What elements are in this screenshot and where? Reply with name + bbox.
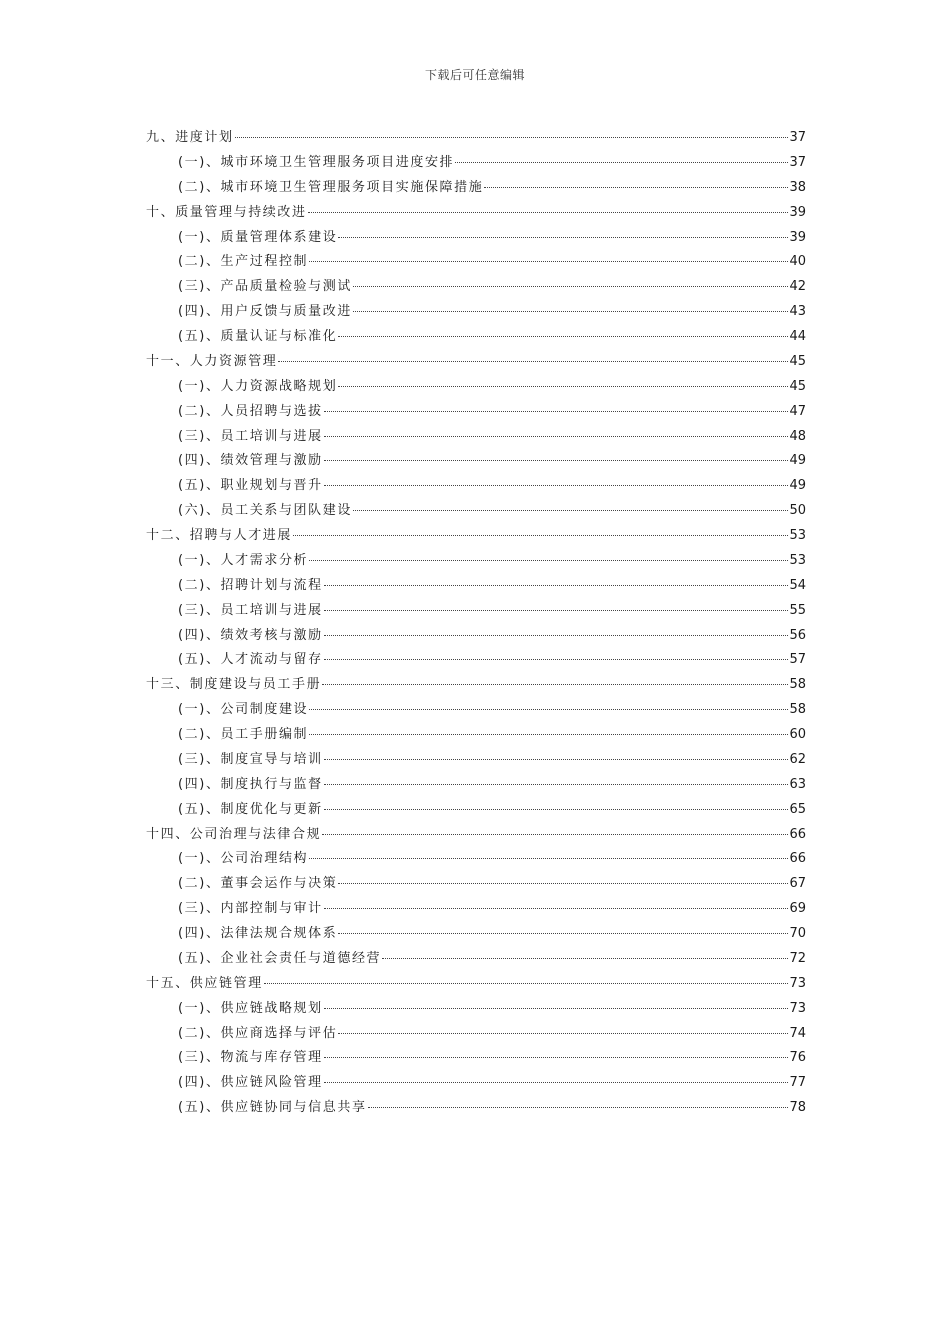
toc-entry-title: (一)、公司治理结构: [178, 851, 309, 867]
toc-section-entry[interactable]: [146, 847, 806, 872]
toc-page-number: 37: [789, 130, 806, 145]
toc-page-number: 50: [789, 503, 806, 519]
toc-dot-leader: [324, 610, 789, 611]
toc-entry-title: 十三、制度建设与员工手册: [146, 677, 322, 693]
toc-entry-title: (三)、员工培训与进展: [178, 428, 323, 444]
toc-page-number: 78: [789, 1100, 806, 1116]
toc-dot-leader: [324, 635, 789, 636]
toc-entry-title: (五)、制度优化与更新: [178, 801, 323, 817]
toc-page-number: 43: [789, 304, 806, 320]
toc-page-number: 73: [789, 1000, 806, 1016]
toc-entry-title: 十五、供应链管理: [146, 975, 263, 991]
toc-page-number: 45: [789, 378, 806, 394]
toc-section-entry[interactable]: [146, 176, 806, 201]
toc-page-number: 66: [789, 826, 806, 842]
toc-dot-leader: [308, 212, 789, 213]
toc-section-entry[interactable]: [146, 798, 806, 823]
toc-page-number: 66: [789, 851, 806, 867]
toc-section-entry[interactable]: [146, 300, 806, 325]
toc-entry-title: (三)、物流与库存管理: [178, 1050, 323, 1066]
toc-chapter-entry[interactable]: [146, 972, 806, 997]
toc-section-entry[interactable]: [146, 574, 806, 599]
toc-dot-leader: [235, 137, 789, 138]
toc-dot-leader: [322, 684, 788, 685]
toc-page-number: 70: [789, 926, 806, 941]
toc-entry-title: (一)、公司制度建设: [178, 702, 309, 718]
toc-page-number: 69: [789, 901, 806, 917]
toc-dot-leader: [324, 485, 789, 486]
toc-dot-leader: [324, 908, 789, 909]
toc-dot-leader: [264, 983, 789, 984]
toc-dot-leader: [338, 883, 788, 884]
toc-section-entry[interactable]: [146, 624, 806, 649]
toc-section-entry[interactable]: [146, 922, 806, 947]
toc-page-number: 58: [789, 702, 806, 718]
toc-entry-title: (五)、供应链协同与信息共享: [178, 1100, 367, 1116]
toc-dot-leader: [338, 336, 788, 337]
toc-section-entry[interactable]: [146, 375, 806, 400]
toc-dot-leader: [324, 659, 789, 660]
toc-page-number: 54: [789, 577, 806, 593]
toc-entry-title: (一)、城市环境卫生管理服务项目进度安排: [178, 154, 455, 170]
toc-entry-title: (二)、招聘计划与流程: [178, 577, 323, 593]
toc-page-number: 56: [789, 627, 806, 643]
toc-chapter-entry[interactable]: [146, 201, 806, 226]
toc-page-number: 39: [789, 204, 806, 220]
toc-page-number: 37: [789, 154, 806, 170]
toc-entry-title: (五)、企业社会责任与道德经营: [178, 950, 382, 966]
toc-page-number: 74: [789, 1025, 806, 1041]
toc-section-entry[interactable]: [146, 698, 806, 723]
toc-page-number: 60: [789, 727, 806, 742]
toc-section-entry[interactable]: [146, 997, 806, 1022]
toc-section-entry[interactable]: [146, 897, 806, 922]
toc-page-number: 40: [789, 254, 806, 270]
toc-entry-title: (五)、人才流动与留存: [178, 652, 323, 668]
toc-entry-title: (二)、人员招聘与选拔: [178, 403, 323, 419]
toc-entry-title: 十四、公司治理与法律合规: [146, 826, 322, 842]
toc-section-entry[interactable]: [146, 947, 806, 972]
toc-dot-leader: [353, 286, 789, 287]
toc-dot-leader: [324, 1057, 789, 1058]
toc-section-entry[interactable]: [146, 499, 806, 524]
toc-page-number: 38: [789, 179, 806, 195]
toc-page-number: 77: [789, 1075, 806, 1091]
toc-dot-leader: [324, 1008, 789, 1009]
toc-entry-title: (四)、用户反馈与质量改进: [178, 304, 352, 320]
toc-section-entry[interactable]: [146, 449, 806, 474]
toc-dot-leader: [324, 460, 789, 461]
toc-entry-title: (三)、产品质量检验与测试: [178, 279, 352, 295]
toc-page-number: 53: [789, 528, 806, 543]
toc-entry-title: (二)、城市环境卫生管理服务项目实施保障措施: [178, 179, 484, 195]
toc-page-number: 53: [789, 552, 806, 568]
toc-section-entry[interactable]: [146, 275, 806, 300]
toc-section-entry[interactable]: [146, 748, 806, 773]
toc-chapter-entry[interactable]: [146, 673, 806, 698]
toc-entry-title: 十一、人力资源管理: [146, 353, 278, 369]
toc-entry-title: (二)、员工手册编制: [178, 727, 309, 742]
toc-section-entry[interactable]: [146, 723, 806, 748]
toc-dot-leader: [322, 834, 788, 835]
toc-entry-title: (三)、制度宣导与培训: [178, 751, 323, 767]
toc-section-entry[interactable]: [146, 1071, 806, 1096]
toc-dot-leader: [368, 1107, 789, 1108]
toc-entry-title: (一)、人才需求分析: [178, 552, 309, 568]
toc-dot-leader: [324, 436, 789, 437]
toc-page-number: 48: [789, 428, 806, 444]
toc-page-number: 49: [789, 453, 806, 469]
toc-page-number: 65: [789, 801, 806, 817]
toc-entry-title: 九、进度计划: [146, 130, 234, 145]
toc-entry-title: (五)、质量认证与标准化: [178, 329, 338, 344]
table-of-contents: [146, 126, 806, 1121]
toc-section-entry[interactable]: [146, 1096, 806, 1121]
toc-entry-title: (四)、法律法规合规体系: [178, 926, 338, 941]
toc-entry-title: (二)、董事会运作与决策: [178, 876, 338, 892]
toc-entry-title: (一)、人力资源战略规划: [178, 378, 338, 394]
toc-section-entry[interactable]: [146, 549, 806, 574]
toc-dot-leader: [324, 809, 789, 810]
toc-section-entry[interactable]: [146, 872, 806, 897]
toc-page-number: 76: [789, 1050, 806, 1066]
toc-entry-title: (四)、制度执行与监督: [178, 776, 323, 792]
toc-page-number: 44: [789, 329, 806, 344]
toc-page-number: 72: [789, 950, 806, 966]
toc-chapter-entry[interactable]: [146, 350, 806, 375]
toc-dot-leader: [338, 386, 788, 387]
toc-page-number: 73: [789, 975, 806, 991]
toc-section-entry[interactable]: [146, 400, 806, 425]
toc-page-number: 45: [789, 353, 806, 369]
toc-section-entry[interactable]: [146, 1046, 806, 1071]
toc-section-entry[interactable]: [146, 599, 806, 624]
toc-page-number: 58: [789, 677, 806, 693]
toc-section-entry[interactable]: [146, 151, 806, 176]
toc-entry-title: (二)、供应商选择与评估: [178, 1025, 338, 1041]
toc-dot-leader: [338, 933, 788, 934]
toc-page-number: 42: [789, 279, 806, 295]
toc-entry-title: (四)、绩效管理与激励: [178, 453, 323, 469]
toc-entry-title: (三)、员工培训与进展: [178, 602, 323, 618]
toc-page-number: 55: [789, 602, 806, 618]
toc-dot-leader: [309, 858, 788, 859]
toc-entry-title: (二)、生产过程控制: [178, 254, 309, 270]
toc-entry-title: (六)、员工关系与团队建设: [178, 503, 352, 519]
toc-dot-leader: [309, 261, 788, 262]
toc-dot-leader: [338, 1033, 788, 1034]
toc-page-number: 49: [789, 478, 806, 494]
toc-section-entry[interactable]: [146, 648, 806, 673]
toc-page-number: 62: [789, 751, 806, 767]
toc-chapter-entry[interactable]: [146, 126, 806, 151]
toc-dot-leader: [293, 535, 788, 536]
toc-section-entry[interactable]: [146, 325, 806, 350]
toc-section-entry[interactable]: [146, 474, 806, 499]
toc-entry-title: (五)、职业规划与晋升: [178, 478, 323, 494]
toc-dot-leader: [324, 784, 789, 785]
toc-page-number: 63: [789, 776, 806, 792]
toc-section-entry[interactable]: [146, 773, 806, 798]
toc-dot-leader: [324, 585, 789, 586]
toc-dot-leader: [455, 162, 788, 163]
toc-dot-leader: [309, 709, 788, 710]
toc-section-entry[interactable]: [146, 250, 806, 275]
toc-dot-leader: [484, 187, 788, 188]
toc-chapter-entry[interactable]: [146, 524, 806, 549]
toc-dot-leader: [324, 1082, 789, 1083]
toc-dot-leader: [309, 734, 788, 735]
toc-dot-leader: [382, 958, 788, 959]
toc-dot-leader: [338, 237, 788, 238]
toc-page-number: 57: [789, 652, 806, 668]
toc-entry-title: (一)、供应链战略规划: [178, 1000, 323, 1016]
toc-section-entry[interactable]: [146, 226, 806, 251]
toc-page-number: 67: [789, 876, 806, 892]
toc-chapter-entry[interactable]: [146, 823, 806, 848]
toc-dot-leader: [278, 361, 788, 362]
toc-entry-title: 十、质量管理与持续改进: [146, 204, 307, 220]
toc-dot-leader: [309, 560, 788, 561]
toc-page-number: 47: [789, 403, 806, 419]
toc-dot-leader: [353, 510, 789, 511]
toc-entry-title: 十二、招聘与人才进展: [146, 528, 293, 543]
toc-page-number: 39: [789, 229, 806, 245]
toc-section-entry[interactable]: [146, 1022, 806, 1047]
toc-dot-leader: [353, 311, 789, 312]
toc-section-entry[interactable]: [146, 425, 806, 450]
toc-entry-title: (三)、内部控制与审计: [178, 901, 323, 917]
toc-entry-title: (一)、质量管理体系建设: [178, 229, 338, 245]
page-header: 下载后可任意编辑: [424, 68, 525, 82]
toc-entry-title: (四)、供应链风险管理: [178, 1075, 323, 1091]
toc-dot-leader: [324, 759, 789, 760]
toc-entry-title: (四)、绩效考核与激励: [178, 627, 323, 643]
toc-dot-leader: [324, 411, 789, 412]
